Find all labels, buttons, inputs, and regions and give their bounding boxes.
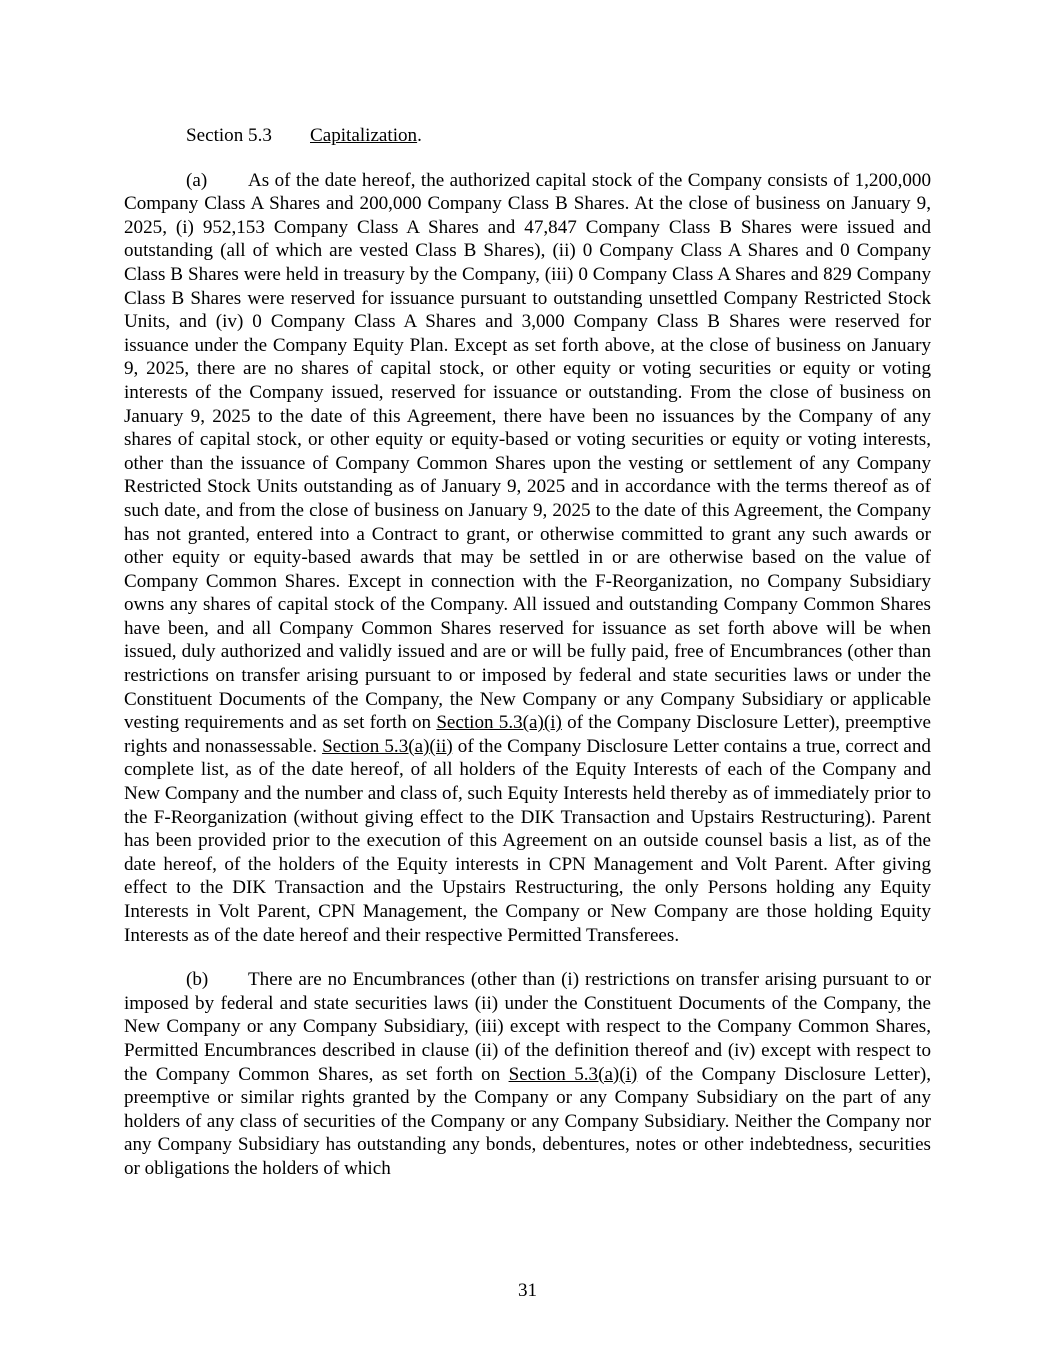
paragraph-a-text-1: As of the date hereof, the authorized capital stock of the Company consists of 1,200,000 Company Class A Shares and 200,000 Company Class B Shares. At the close of business on January 9, 2025, (i) 952,153 Company Class A Shares and 47,847 Company Class B Shares were issued and outstanding (all of which are vested Class B Shares), (ii) 0 Company Class A Shares and 0 Company Class B Shares were held in treasury by the Company, (iii) 0 Company Class A Shares and 829 Company Class B Shares were reserved for issuance pursuant to outstanding unsettled Company Restricted Stock Units, and (iv) 0 Company Class A Shares and 3,000 Company Class B Shares were reserved for issuance under the Company Equity Plan. Except as set forth above, at the close of business on January 9, 2025, there are no shares of capital stock, or other equity or voting securities or equity or voting interests of the Company issued, reserved for issuance or outstanding. From the close of business on January 9, 2025 to the date of this Agreement, there have been no issuances by the Company of any shares of capital stock, or other equity or equity-based or voting securities or equity or voting interests, other than the issuance of Company Common Shares upon the vesting or settlement of any Company Restricted Stock Units outstanding as of January 9, 2025 and in accordance with the terms thereof as of such date, and from the close of business on January 9, 2025 to the date of this Agreement, the Company has not granted, entered into a Contract to grant, or otherwise committed to grant any such awards or other equity or equity-based awards that may be settled in or are otherwise based on the value of Company Common Shares. Except in connection with the F-Reorganization, no Company Subsidiary owns any shares of capital stock of the Company. All issued and outstanding Company Common Shares have been, and all Company Common Shares reserved for issuance as set forth above will be when issued, duly authorized and validly issued and are or will be fully paid, free of Encumbrances (other than restrictions on transfer arising pursuant to or imposed by federal and state securities laws or under the Constituent Documents of the Company, the New Company or any Company Subsidiary or applicable vesting requirements and as set forth on	[124, 169, 931, 734]
page-number: 31	[517, 1280, 538, 1301]
paragraph-a-text-2: of the Company Disclosure Letter), preemptive rights and nonassessable.	[124, 712, 931, 757]
section-number: Section 5.3	[186, 125, 272, 146]
paragraph-b	[124, 968, 931, 1180]
document-body	[124, 124, 931, 1202]
paragraph-a-label: (a)	[186, 169, 208, 191]
paragraph-a-text-3: of the Company Disclosure Letter contains a true, correct and complete list, as of the date hereof, of all holders of the Equity Interests of each of the Company and New Company and the number and class of, such Equity Interests held thereby as of immediately prior to the F-Reorganization (without giving effect to the DIK Transaction and Upstairs Restructuring). Parent has been provided prior to the execution of this Agreement on an outside counsel basis a list, as of the date hereof, of the holders of the Equity interests in CPN Management and Volt Parent. After giving effect to the DIK Transaction and the Upstairs Restructuring, the only Persons holding any Equity Interests in Volt Parent, CPN Management, the Company or New Company are those holding Equity Interests as of the date hereof and their respective Permitted Transferees.	[124, 735, 931, 946]
cross-reference-link: Section 5.3(a)(i)	[508, 1063, 638, 1085]
paragraph-b-label: (b)	[186, 969, 209, 991]
paragraph-b-text-2: of the Company Disclosure Letter), preemptive or similar rights granted by the Company or any Company Subsidiary on the part of any holders of any class of securities of the Company or any Company Subsidiary. Neither the Company nor any Company Subsidiary has outstanding any bonds, debentures, notes or other indebtedness, securities or obligations the holders of which	[124, 1063, 931, 1179]
section-title: Capitalization	[310, 125, 418, 146]
section-heading	[124, 124, 931, 148]
section-title-suffix: .	[417, 125, 422, 146]
cross-reference-link: Section 5.3(a)(ii)	[322, 735, 453, 757]
paragraph-b-text-1: There are no Encumbrances (other than (i) restrictions on transfer arising pursuant to or imposed by federal and state securities laws (ii) under the Constituent Documents of the Company, the New Company or any Company Subsidiary, (iii) except with respect to the Company Common Shares, Permitted Encumbrances described in clause (ii) of the definition thereof and (iv) except with respect to the Company Common Shares, as set forth on	[124, 969, 931, 1085]
cross-reference-link: Section 5.3(a)(i)	[436, 712, 562, 734]
paragraph-a	[124, 169, 931, 948]
